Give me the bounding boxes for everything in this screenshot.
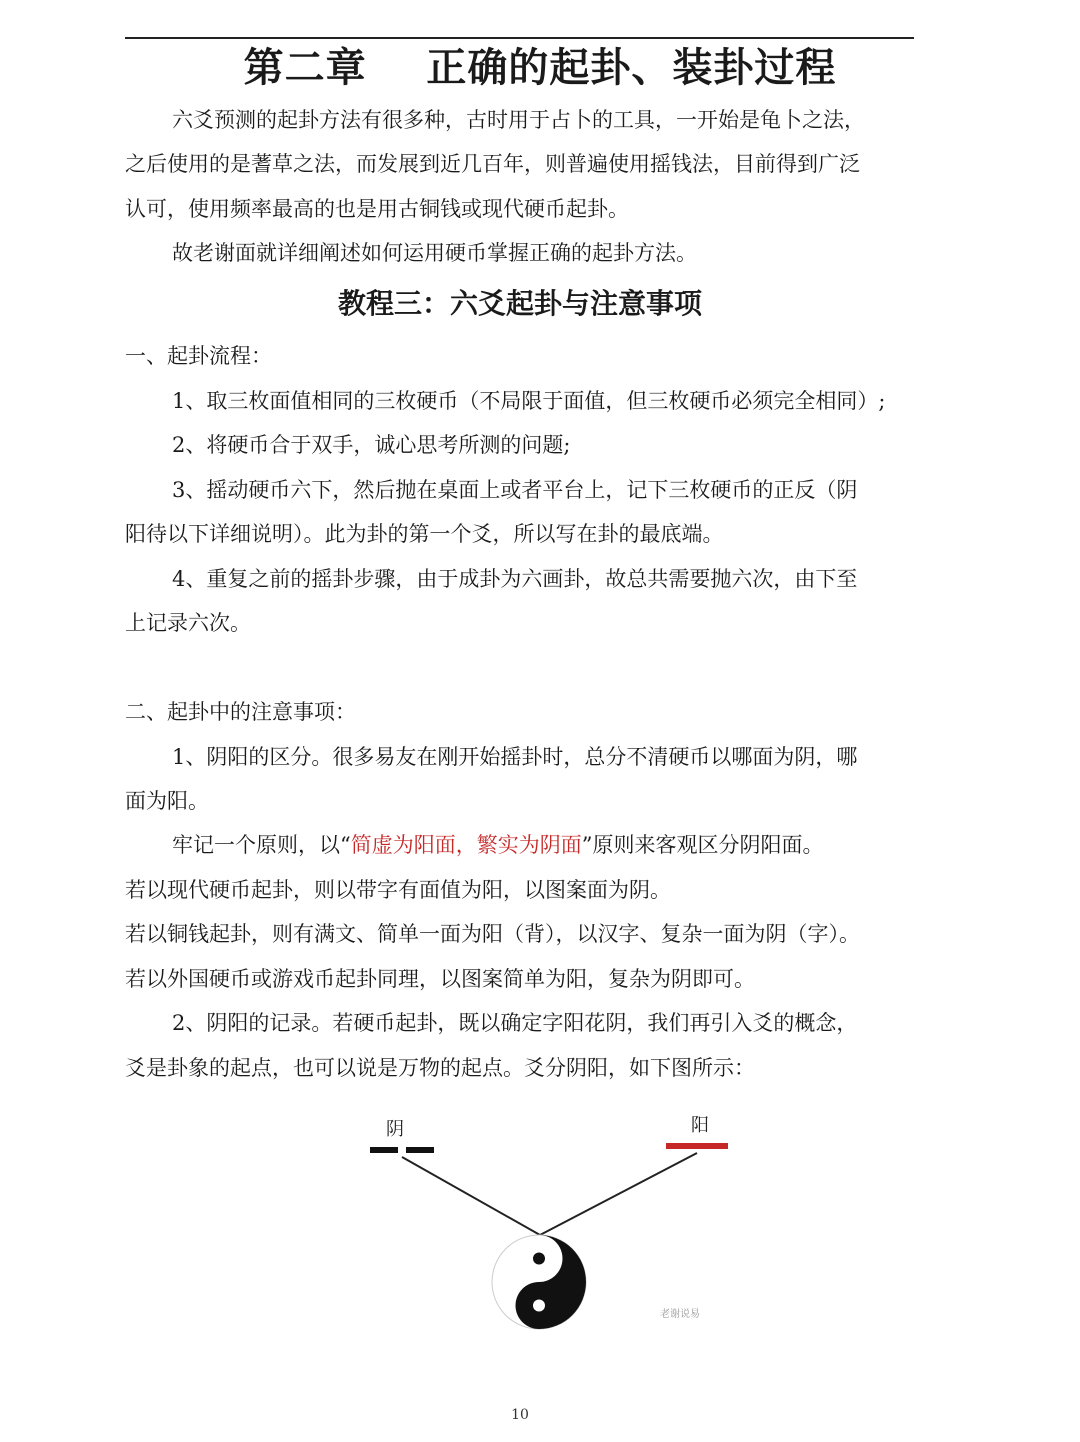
yin-connector bbox=[402, 1157, 540, 1235]
taiji-icon bbox=[492, 1235, 586, 1329]
principle-prefix: 牢记一个原则，以“ bbox=[172, 833, 351, 857]
part1-heading: 一、起卦流程： bbox=[125, 344, 272, 368]
principle-suffix: ”原则来客观区分阴阳面。 bbox=[581, 833, 824, 857]
part2-heading: 二、起卦中的注意事项： bbox=[125, 700, 356, 724]
top-rule bbox=[125, 37, 914, 39]
chapter-title: 第二章 正确的起卦、装卦过程 bbox=[243, 45, 837, 91]
yin-line-right bbox=[406, 1147, 434, 1153]
yang-connector bbox=[540, 1153, 697, 1235]
part2-item-1-cont: 面为阳。 bbox=[125, 789, 209, 813]
yin-label: 阴 bbox=[386, 1119, 404, 1140]
watermark: 老谢说易 bbox=[660, 1309, 700, 1320]
part1-step-2: 2、将硬币合于双手，诚心思考所测的问题; bbox=[172, 433, 571, 457]
yin-line-left bbox=[370, 1147, 398, 1153]
yin-yang-figure bbox=[330, 1105, 770, 1345]
part2-item-1: 1、阴阳的区分。很多易友在刚开始摇卦时，总分不清硬币以哪面为阴，哪 bbox=[172, 745, 858, 769]
part1-step-4: 4、重复之前的摇卦步骤，由于成卦为六画卦，故总共需要抛六次，由下至 bbox=[172, 567, 858, 591]
intro-line-2: 之后使用的是蓍草之法，而发展到近几百年，则普遍使用摇钱法，目前得到广泛 bbox=[125, 152, 860, 176]
part1-step-3-cont: 阳待以下详细说明）。此为卦的第一个爻，所以写在卦的最底端。 bbox=[125, 522, 724, 546]
foreign-coin-rule: 若以外国硬币或游戏币起卦同理，以图案简单为阳，复杂为阴即可。 bbox=[125, 967, 755, 991]
intro-line-4: 故老谢面就详细阐述如何运用硬币掌握正确的起卦方法。 bbox=[172, 241, 697, 265]
intro-line-3: 认可，使用频率最高的也是用古铜钱或现代硬币起卦。 bbox=[125, 197, 629, 221]
copper-coin-rule: 若以铜钱起卦，则有满文、简单一面为阳（背），以汉字、复杂一面为阴（字）。 bbox=[125, 922, 860, 946]
part2-item-2: 2、阴阳的记录。若硬币起卦，既以确定字阳花阴，我们再引入爻的概念， bbox=[172, 1011, 858, 1035]
part1-step-3: 3、摇动硬币六下，然后抛在桌面上或者平台上，记下三枚硬币的正反（阴 bbox=[172, 478, 858, 502]
modern-coin-rule: 若以现代硬币起卦，则以带字有面值为阳，以图案面为阴。 bbox=[125, 878, 671, 902]
page-number: 10 bbox=[511, 1407, 529, 1423]
principle-highlight: 简虚为阳面，繁实为阴面 bbox=[350, 833, 582, 857]
part1-step-4-cont: 上记录六次。 bbox=[125, 611, 251, 635]
part2-item-2-cont: 爻是卦象的起点，也可以说是万物的起点。爻分阴阳，如下图所示： bbox=[125, 1056, 755, 1080]
part1-step-1: 1、取三枚面值相同的三枚硬币（不局限于面值，但三枚硬币必须完全相同）; bbox=[172, 389, 886, 413]
section-title: 教程三：六爻起卦与注意事项 bbox=[337, 287, 702, 320]
yang-line bbox=[666, 1143, 728, 1149]
principle-line bbox=[172, 830, 932, 860]
yang-label: 阳 bbox=[691, 1115, 709, 1136]
intro-line-1: 六爻预测的起卦方法有很多种，古时用于占卜的工具，一开始是龟卜之法， bbox=[172, 108, 865, 132]
